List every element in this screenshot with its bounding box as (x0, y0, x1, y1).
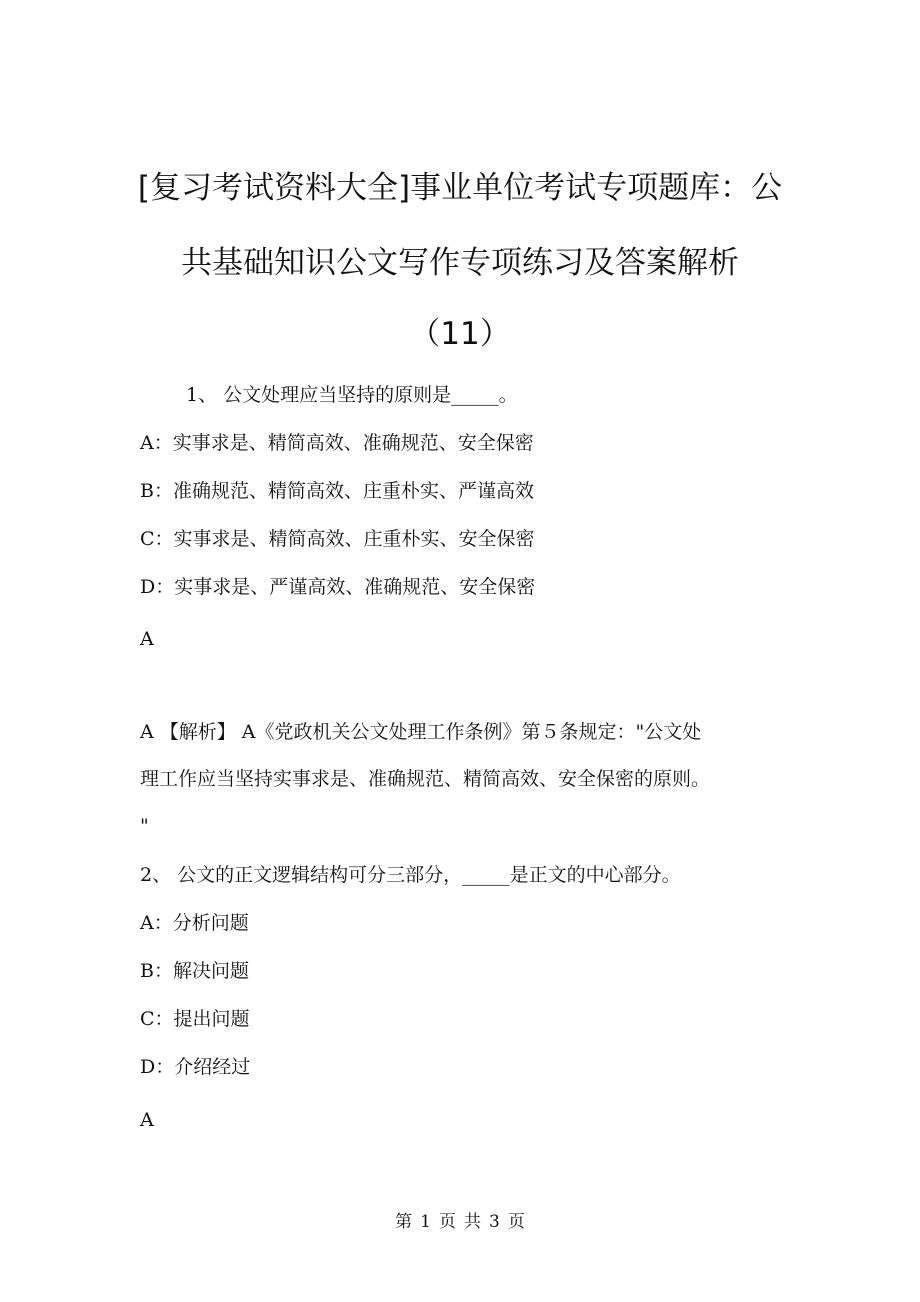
footer-total-pages: 3 (489, 1212, 500, 1232)
document-title-line-3: （11） (409, 316, 511, 352)
question-1-option-c: C：实事求是、精简高效、庄重朴实、安全保密 (140, 528, 535, 550)
document-title-line-2: 共基础知识公文写作专项练习及答案解析 (181, 245, 739, 281)
question-1-answer: A (140, 628, 154, 650)
page-footer (0, 1209, 920, 1235)
question-2-option-d: D：介绍经过 (140, 1056, 251, 1078)
question-2-answer: A (140, 1109, 154, 1131)
question-1-option-d: D：实事求是、严谨高效、准确规范、安全保密 (140, 576, 536, 598)
question-1-analysis-line-3: " (140, 815, 149, 837)
question-1-stem: 1、 公文处理应当坚持的原则是_____。 (186, 384, 518, 406)
question-2-option-c: C：提出问题 (140, 1008, 250, 1030)
footer-page-word: 页 (439, 1212, 456, 1232)
question-2-option-b: B：解决问题 (140, 960, 249, 982)
question-1-option-b: B：准确规范、精简高效、庄重朴实、严谨高效 (140, 480, 534, 502)
document-title-line-1: [复习考试资料大全]事业单位考试专项题库：公 (137, 170, 783, 206)
footer-total-prefix: 共 (464, 1212, 481, 1232)
question-1-analysis-line-1: A 【解析】 A《党政机关公文处理工作条例》第５条规定："公文处 (140, 721, 702, 743)
question-1-analysis-line-2: 理工作应当坚持实事求是、准确规范、精简高效、安全保密的原则。 (140, 768, 711, 790)
footer-current-page: 1 (420, 1212, 431, 1232)
footer-suffix: 页 (507, 1212, 525, 1232)
footer-prefix: 第 (395, 1212, 413, 1232)
question-1-option-a: A：实事求是、精简高效、准确规范、安全保密 (140, 432, 534, 454)
question-2-stem: 2、 公文的正文逻辑结构可分三部分，_____是正文的中心部分。 (140, 864, 681, 886)
question-2-option-a: A：分析问题 (140, 912, 249, 934)
